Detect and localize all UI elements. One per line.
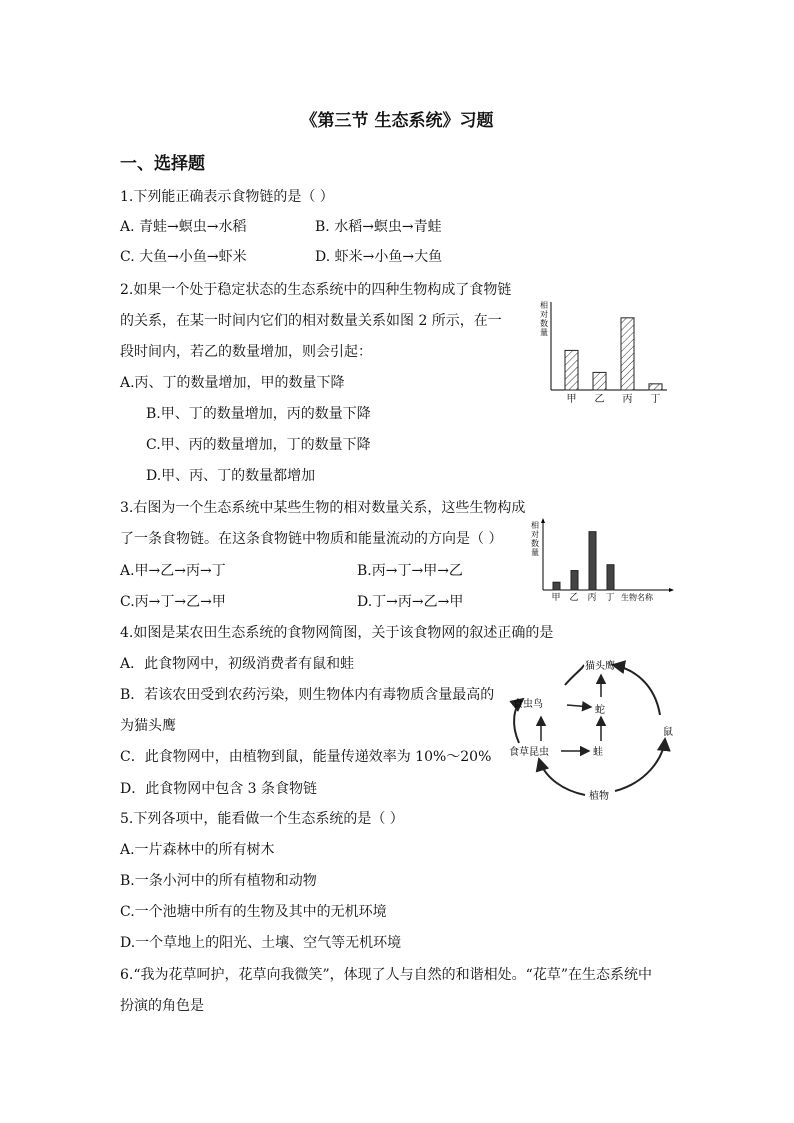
c2-bar-4 xyxy=(607,565,614,590)
q3-bar-chart xyxy=(525,518,675,604)
c2-bar-2 xyxy=(571,571,578,590)
q2-bar-chart xyxy=(535,296,675,406)
q4-option-b-line2: 为猫头鹰 xyxy=(120,718,176,734)
node-mouse: 鼠 xyxy=(663,727,673,738)
q1-option-b: B. 水稻→螟虫→青蛙 xyxy=(315,219,442,235)
c1-y-label-char: 量 xyxy=(540,328,548,337)
c1-bar-2 xyxy=(593,372,606,390)
c1-tick-label: 乙 xyxy=(594,394,605,405)
q1-option-d: D. 虾米→小鱼→大鱼 xyxy=(315,249,443,265)
section-heading: 一、选择题 xyxy=(120,154,205,174)
c1-y-label-char: 数 xyxy=(540,319,548,328)
chart1-y-label xyxy=(540,300,548,337)
c2-tick-label: 乙 xyxy=(569,593,579,603)
node-snake: 蛇 xyxy=(595,705,605,716)
node-owl: 猫头鹰 xyxy=(585,661,615,672)
c2-tick-label: 丙 xyxy=(587,593,597,603)
arrow-plant-to-mouse xyxy=(615,739,665,791)
page-title: 《第三节 生态系统》习题 xyxy=(300,111,494,131)
c2-y-label-char: 对 xyxy=(531,530,539,539)
c1-bar-4 xyxy=(649,384,662,390)
c1-tick-label: 甲 xyxy=(566,394,577,405)
node-plant: 植物 xyxy=(589,791,609,802)
node-bird: 食虫鸟 xyxy=(513,699,543,710)
q4-option-d: D．此食物网中包含 3 条食物链 xyxy=(120,781,318,797)
c2-tick-label: 丁 xyxy=(605,593,615,603)
c1-bar-3 xyxy=(621,318,634,390)
q3-option-b: B.丙→丁→甲→乙 xyxy=(357,563,463,579)
c2-y-label-char: 量 xyxy=(531,548,539,557)
c2-y-label-char: 相 xyxy=(531,521,539,530)
arrow-mouse-to-owl xyxy=(613,665,660,715)
c1-y-label-char: 对 xyxy=(540,310,548,319)
q2-option-d: D.甲、丙、丁的数量都增加 xyxy=(146,468,316,484)
arrow-plant-to-insect xyxy=(539,759,585,795)
q3-option-d: D.丁→丙→乙→甲 xyxy=(357,594,464,610)
q2-stem-line3: 段时间内，若乙的数量增加，则会引起： xyxy=(120,344,372,360)
q6-stem-line2: 扮演的角色是 xyxy=(120,998,204,1014)
q1-option-a: A. 青蛙→螟虫→水稻 xyxy=(120,219,247,235)
c1-tick-label: 丙 xyxy=(622,394,633,405)
q5-stem: 5.下列各项中，能看做一个生态系统的是（ ） xyxy=(120,811,404,827)
q2-stem-line2: 的关系，在某一时间内它们的相对数量关系如图 2 所示，在一 xyxy=(120,313,502,329)
q2-option-c: C.甲、丙的数量增加，丁的数量下降 xyxy=(146,437,371,453)
food-web-diagram xyxy=(505,655,677,803)
q3-option-a: A.甲→乙→丙→丁 xyxy=(120,563,226,579)
c2-y-label-char: 数 xyxy=(531,539,539,548)
node-frog: 蛙 xyxy=(593,747,603,758)
q3-stem-line2: 了一条食物链。在这条食物链中物质和能量流动的方向是（ ） xyxy=(120,531,503,547)
q2-option-a: A.丙、丁的数量增加，甲的数量下降 xyxy=(120,375,345,391)
q4-option-c: C．此食物网中，由植物到鼠，能量传递效率为 10%～20% xyxy=(120,749,492,765)
q3-option-c: C.丙→丁→乙→甲 xyxy=(120,594,226,610)
q1-option-c: C. 大鱼→小鱼→虾米 xyxy=(120,249,247,265)
q6-stem-line1: 6.“我为花草呵护，花草向我微笑”，体现了人与自然的和谐相处。“花草”在生态系统中 xyxy=(120,967,652,983)
c1-bar-1 xyxy=(565,350,578,390)
c2-tick-label: 甲 xyxy=(551,593,561,603)
arrow-bird-to-snake xyxy=(567,705,591,707)
c1-y-label-char: 相 xyxy=(540,301,548,310)
q1-stem: 1.下列能正确表示食物链的是（ ） xyxy=(120,189,334,205)
q5-option-c: C.一个池塘中所有的生物及其中的无机环境 xyxy=(120,904,387,920)
c2-bar-3 xyxy=(589,532,596,590)
q4-option-a: A．此食物网中，初级消费者有鼠和蛙 xyxy=(120,656,355,672)
q2-option-b: B.甲、丁的数量增加，丙的数量下降 xyxy=(146,406,371,422)
chart2-x-label: 生物名称 xyxy=(621,593,653,602)
q3-stem-line1: 3.右图为一个生态系统中某些生物的相对数量关系，这些生物构成 xyxy=(120,500,526,516)
c2-bar-1 xyxy=(553,582,560,590)
q2-stem-line1: 2.如果一个处于稳定状态的生态系统中的四种生物构成了食物链 xyxy=(120,282,512,298)
q5-option-d: D.一个草地上的阳光、土壤、空气等无机环境 xyxy=(120,935,402,951)
q5-option-a: A.一片森林中的所有树木 xyxy=(120,842,275,858)
c1-tick-label: 丁 xyxy=(650,394,661,405)
node-insect: 食草昆虫 xyxy=(509,747,549,758)
chart2-y-label xyxy=(531,520,539,557)
q4-stem: 4.如图是某农田生态系统的食物网简图，关于该食物网的叙述正确的是 xyxy=(120,625,554,641)
q5-option-b: B.一条小河中的所有植物和动物 xyxy=(120,873,317,889)
q4-option-b-line1: B．若该农田受到农药污染，则生物体内有毒物质含量最高的 xyxy=(120,687,495,703)
